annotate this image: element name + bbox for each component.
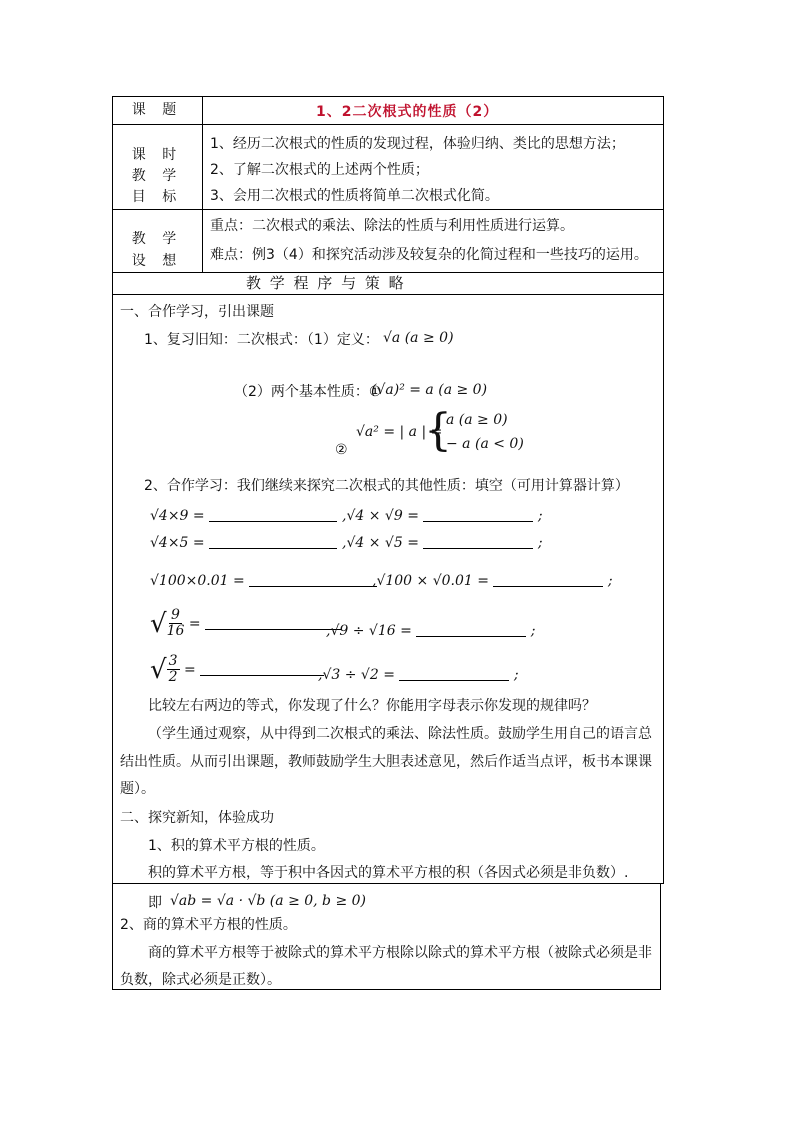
eq-row-1-right-text: ,√4 × √9 = — [342, 508, 419, 524]
eq-row-2-left-text: √4×5 = — [150, 535, 205, 551]
compare-question: 比较左右两边的等式，你发现了什么？你能用字母表示你发现的规律吗？ — [148, 698, 596, 714]
review-prefix: 1、复习旧知：二次根式：（1）定义： — [144, 332, 379, 348]
table-border — [112, 96, 113, 883]
eq-row-2-right-text: ,√4 × √5 = — [342, 535, 419, 551]
goal-item: 1、经历二次根式的性质的发现过程，体验归纳、类比的思想方法； — [210, 136, 625, 152]
property-2-case1: a (a ≥ 0) — [446, 412, 508, 428]
table-border — [112, 96, 664, 97]
design-difficulty: 难点：例3（4）和探究活动涉及较复杂的化简过程和一些技巧的运用。 — [210, 247, 648, 263]
fraction-denominator: 2 — [168, 669, 178, 686]
circled-two: ② — [335, 442, 348, 458]
eq-row-end: ; — [537, 535, 543, 551]
table-border — [660, 884, 661, 989]
product-description: 积的算术平方根，等于积中各因式的算术平方根的积（各因式必须是非负数）. — [148, 865, 629, 881]
goals-label-1: 课 时 — [131, 147, 183, 163]
design-label-2: 设 想 — [131, 253, 183, 269]
table-border — [112, 209, 664, 210]
section-heading: 教 学 程 序 与 策 略 — [246, 274, 406, 292]
table-border — [202, 96, 203, 272]
quotient-line: 商的算术平方根等于被除式的算术平方根除以除式的算术平方根（被除式必须是非 — [148, 945, 652, 961]
note-line: 结出性质。从而引出课题，教师鼓励学生大胆表述意见，然后作适当点评，板书本课课 — [120, 754, 652, 770]
table-border — [112, 294, 664, 295]
eq-row-2-right — [342, 536, 543, 550]
eq-row-3-left — [150, 574, 377, 588]
table-border — [112, 884, 113, 989]
coop-intro: 2、合作学习：我们继续来探究二次根式的其他性质：填空（可用计算器计算） — [144, 478, 629, 494]
product-formula: √ab = √a · √b (a ≥ 0, b ≥ 0) — [170, 893, 367, 909]
part1-title: 一、合作学习，引出课题 — [120, 304, 274, 320]
eq-row-4-left: √ $\frac{9}{16}$ = — [150, 608, 341, 640]
design-label-1: 教 学 — [131, 231, 183, 247]
table-border — [112, 989, 661, 990]
quotient-line: 负数，除式必须是正数）。 — [120, 972, 281, 988]
page-title: 1、2二次根式的性质（2） — [316, 104, 499, 120]
note-line: 题）。 — [120, 781, 155, 797]
topic-label: 课 题 — [131, 102, 183, 118]
eq-row-3-right — [372, 574, 613, 588]
eq-row-3-left-text: √100×0.01 = — [150, 573, 245, 589]
property-1: (√a)² = a (a ≥ 0) — [371, 382, 488, 398]
fraction-numerator: 3 — [168, 653, 178, 669]
table-border — [663, 96, 664, 883]
goal-item: 2、了解二次根式的上述两个性质； — [210, 162, 429, 178]
design-key-point: 重点：二次根式的乘法、除法的性质与利用性质进行运算。 — [210, 218, 574, 234]
fraction — [167, 654, 180, 686]
eq-row-5-left: √ $\frac{3}{2}$ = — [150, 654, 324, 686]
property-prefix: （2）两个基本性质：① — [234, 384, 382, 400]
part2-title: 二、探究新知，体验成功 — [120, 810, 274, 826]
eq-row-end: ; — [607, 573, 613, 589]
eq-row-1-right — [342, 509, 543, 523]
property-2-left: √a² = | a | = — [356, 424, 443, 440]
eq-row-end: ; — [530, 623, 536, 639]
eq-row-end: ; — [513, 667, 519, 683]
goals-label-2: 教 学 — [131, 168, 183, 184]
eq-row-1-left-text: √4×9 = — [150, 508, 205, 524]
eq-row-2-left — [150, 536, 337, 550]
product-formula-prefix: 即 — [148, 895, 162, 911]
eq-row-5-right — [318, 668, 519, 682]
eq-row-1-left — [150, 509, 337, 523]
review-definition: √a (a ≥ 0) — [383, 330, 454, 346]
table-border — [112, 883, 664, 884]
property-2-case2: − a (a < 0) — [446, 436, 524, 452]
eq-row-4-right — [326, 624, 535, 638]
eq-row-end: ; — [537, 508, 543, 524]
review-definition-text: a (a ≥ 0) — [391, 330, 454, 346]
table-border — [112, 124, 664, 125]
note-line: （学生通过观察，从中得到二次根式的乘法、除法性质。鼓励学生用自己的语言总 — [148, 726, 652, 742]
eq-row-5-right-text: ,√3 ÷ √2 = — [318, 667, 395, 683]
quotient-title: 2、商的算术平方根的性质。 — [120, 917, 297, 933]
fraction-denominator: 16 — [166, 623, 185, 640]
goal-item: 3、会用二次根式的性质将简单二次根式化简。 — [210, 188, 499, 204]
fraction-numerator: 9 — [171, 607, 180, 623]
eq-row-3-right-text: ,√100 × √0.01 = — [372, 573, 489, 589]
brace: { — [424, 405, 452, 456]
table-border — [112, 272, 664, 273]
fraction — [167, 608, 185, 640]
goals-label-3: 目 标 — [131, 189, 183, 205]
eq-row-4-right-text: ,√9 ÷ √16 = — [326, 623, 412, 639]
product-title: 1、积的算术平方根的性质。 — [148, 838, 325, 854]
